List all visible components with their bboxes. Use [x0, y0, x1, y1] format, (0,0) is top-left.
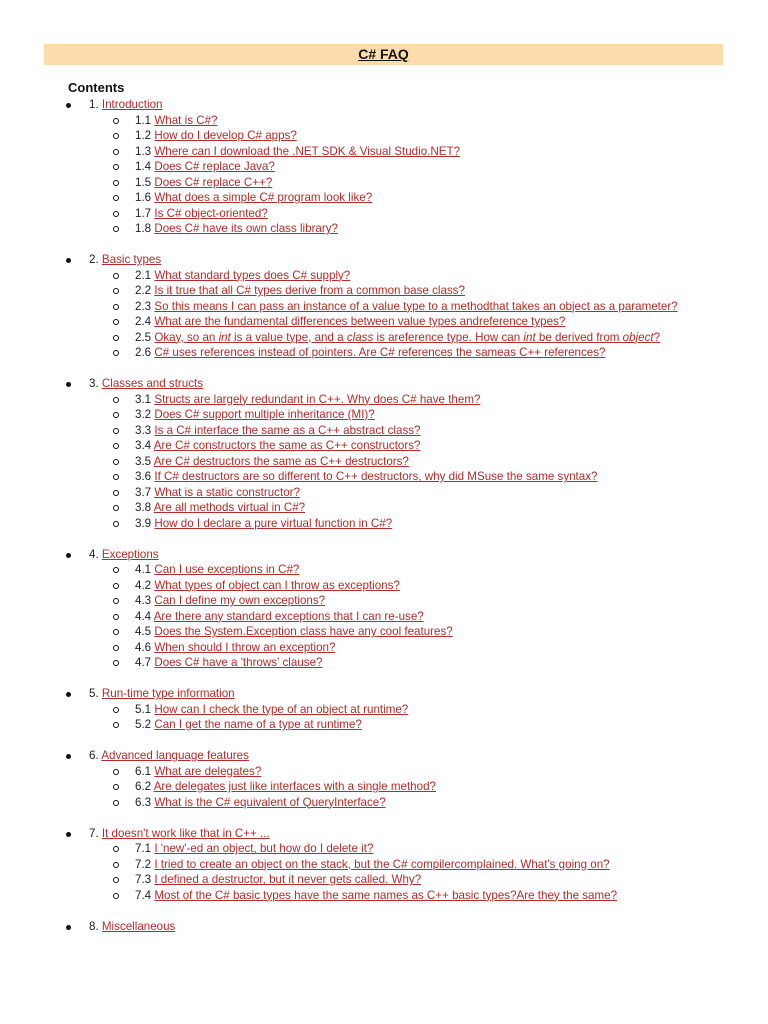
subsection-row — [0, 113, 768, 129]
circle-bullet-icon — [113, 645, 119, 651]
subsection-entry — [135, 624, 453, 640]
subsection-entry — [135, 717, 362, 733]
link-text-segment: int — [218, 330, 231, 344]
section-number: 5. — [89, 687, 102, 700]
link-text-segment: ? — [653, 330, 661, 344]
subsection-row — [0, 175, 768, 191]
subsection-entry — [135, 872, 421, 888]
question-link[interactable] — [154, 331, 660, 344]
link-text-segment: be derived from — [535, 330, 623, 344]
circle-bullet-icon — [113, 598, 119, 604]
section-number: 7. — [89, 826, 102, 840]
section-row — [0, 547, 768, 563]
question-link[interactable]: What is the C# equivalent of QueryInterface? — [154, 795, 386, 809]
subsection-row — [0, 516, 768, 532]
question-link[interactable]: I tried to create an object on the stack, but the C# compilercomplained. What's going on? — [154, 857, 610, 871]
subsection-row — [0, 562, 768, 578]
subsection-number: 3.2 — [135, 408, 155, 421]
subsection-row — [0, 795, 768, 811]
section-number: 4. — [89, 547, 102, 561]
question-link[interactable]: Where can I download the .NET SDK & Visual Studio.NET? — [154, 144, 461, 158]
link-text-segment: Okay, so an — [154, 330, 219, 344]
subsection-number: 4.2 — [135, 578, 155, 592]
subsection-entry — [135, 764, 261, 780]
subsection-row — [0, 578, 768, 594]
section-entry — [89, 826, 270, 842]
subsection-entry — [135, 175, 272, 191]
question-link[interactable]: Does C# replace C++? — [154, 175, 273, 189]
question-link[interactable]: Is it true that all C# types derive from a common base class? — [154, 284, 465, 297]
subsection-number: 5.1 — [135, 702, 155, 716]
subsection-number: 7.1 — [135, 842, 155, 855]
circle-bullet-icon — [113, 722, 119, 728]
subsection-entry — [135, 159, 275, 175]
question-link[interactable]: So this means I can pass an instance of a value type to a methodthat takes an object as a parameter? — [154, 299, 678, 313]
subsection-row — [0, 640, 768, 656]
question-link[interactable]: How do I declare a pure virtual function in C#? — [154, 516, 393, 530]
circle-bullet-icon — [113, 226, 119, 232]
title-bar — [44, 44, 723, 65]
subsection-entry — [135, 268, 350, 284]
subsection-number: 4.1 — [135, 563, 155, 576]
section-entry — [89, 252, 161, 268]
toc-section — [0, 547, 768, 671]
subsection-entry — [135, 857, 610, 873]
question-link[interactable]: What types of object can I throw as exceptions? — [154, 578, 400, 592]
circle-bullet-icon — [113, 118, 119, 124]
subsection-number: 4.3 — [135, 594, 155, 607]
section-link[interactable]: Run-time type information — [101, 687, 235, 700]
subsection-number: 2.1 — [135, 268, 155, 282]
bullet-icon — [66, 754, 71, 759]
section-link[interactable]: Introduction — [101, 98, 163, 111]
subsection-row — [0, 314, 768, 330]
section-row — [0, 919, 768, 935]
subsection-number: 4.6 — [135, 640, 155, 654]
circle-bullet-icon — [113, 614, 119, 620]
question-link[interactable]: What is C#? — [154, 113, 218, 127]
subsection-number: 4.7 — [135, 656, 155, 669]
circle-bullet-icon — [113, 164, 119, 170]
subsection-row — [0, 857, 768, 873]
circle-bullet-icon — [113, 428, 119, 434]
circle-bullet-icon — [113, 505, 119, 511]
question-link[interactable]: Is C# object-oriented? — [154, 206, 268, 220]
section-link[interactable]: Advanced language features — [101, 749, 249, 762]
section-row — [0, 686, 768, 702]
question-link[interactable]: What is a static constructor? — [154, 485, 300, 499]
circle-bullet-icon — [113, 474, 119, 480]
section-entry — [89, 97, 162, 113]
subsection-entry — [135, 392, 480, 408]
subsection-row — [0, 144, 768, 160]
section-entry — [89, 748, 249, 764]
subsection-row — [0, 206, 768, 222]
subsection-number: 2.6 — [135, 346, 155, 359]
section-row — [0, 748, 768, 764]
subsection-row — [0, 423, 768, 439]
subsection-row — [0, 268, 768, 284]
question-link[interactable]: Does C# support multiple inheritance (MI)? — [154, 408, 375, 421]
section-number: 8. — [89, 919, 102, 933]
circle-bullet-icon — [113, 893, 119, 899]
circle-bullet-icon — [113, 459, 119, 465]
question-link[interactable]: I 'new'-ed an object, but how do I delete it? — [154, 842, 374, 855]
subsection-number: 1.1 — [135, 113, 155, 127]
question-link[interactable]: Structs are largely redundant in C++. Why does C# have them? — [154, 392, 481, 406]
subsection-entry — [135, 299, 678, 315]
circle-bullet-icon — [113, 660, 119, 666]
subsection-entry — [135, 144, 460, 160]
section-number: 6. — [89, 749, 102, 762]
circle-bullet-icon — [113, 350, 119, 356]
question-link[interactable]: Does the System.Exception class have any cool features? — [154, 625, 453, 638]
subsection-number: 6.1 — [135, 764, 155, 778]
subsection-row — [0, 128, 768, 144]
subsection-row — [0, 159, 768, 175]
circle-bullet-icon — [113, 521, 119, 527]
question-link[interactable]: What are the fundamental differences between value types andreference types? — [154, 315, 566, 328]
question-link[interactable]: Can I define my own exceptions? — [154, 594, 326, 607]
subsection-entry — [135, 345, 605, 361]
circle-bullet-icon — [113, 195, 119, 201]
subsection-row — [0, 872, 768, 888]
section-number: 3. — [89, 377, 102, 390]
subsection-row — [0, 438, 768, 454]
subsection-entry — [135, 593, 325, 609]
section-row — [0, 826, 768, 842]
bullet-icon — [66, 553, 71, 558]
subsection-entry — [135, 128, 297, 144]
circle-bullet-icon — [113, 273, 119, 279]
subsection-row — [0, 454, 768, 470]
subsection-number: 5.2 — [135, 718, 155, 731]
bullet-icon — [66, 382, 71, 387]
subsection-number: 1.4 — [135, 160, 155, 173]
subsection-entry — [135, 841, 373, 857]
subsection-row — [0, 345, 768, 361]
question-link[interactable]: What does a simple C# program look like? — [154, 191, 373, 204]
section-number: 1. — [89, 98, 102, 111]
section-link[interactable]: Miscellaneous — [101, 919, 176, 933]
section-entry — [89, 919, 175, 935]
subsection-entry — [135, 469, 597, 485]
subsection-entry — [135, 454, 409, 470]
circle-bullet-icon — [113, 412, 119, 418]
section-entry — [89, 376, 203, 392]
section-row — [0, 252, 768, 268]
subsection-number: 1.2 — [135, 129, 155, 142]
bullet-icon — [66, 258, 71, 263]
circle-bullet-icon — [113, 335, 119, 341]
subsection-entry — [135, 330, 660, 346]
subsection-row — [0, 392, 768, 408]
subsection-entry — [135, 640, 335, 656]
question-link[interactable]: If C# destructors are so different to C++ destructors, why did MSuse the same syntax? — [154, 470, 598, 483]
subsection-entry — [135, 221, 338, 237]
section-row — [0, 376, 768, 392]
section-row — [0, 97, 768, 113]
subsection-number: 1.7 — [135, 206, 155, 220]
subsection-row — [0, 283, 768, 299]
subsection-row — [0, 485, 768, 501]
question-link[interactable]: How can I check the type of an object at runtime? — [154, 702, 409, 716]
question-link[interactable]: Are C# constructors the same as C++ constructors? — [153, 439, 421, 452]
subsection-entry — [135, 779, 436, 795]
toc-section — [0, 376, 768, 531]
subsection-entry — [135, 500, 305, 516]
question-link[interactable]: Does C# have a 'throws' clause? — [154, 656, 323, 669]
subsection-row — [0, 888, 768, 904]
subsection-entry — [135, 578, 400, 594]
subsection-entry — [135, 516, 392, 532]
subsection-entry — [135, 562, 299, 578]
subsection-row — [0, 779, 768, 795]
subsection-row — [0, 624, 768, 640]
subsection-entry — [135, 702, 408, 718]
subsection-entry — [135, 314, 565, 330]
subsection-number: 3.1 — [135, 392, 155, 406]
circle-bullet-icon — [113, 583, 119, 589]
section-link[interactable]: It doesn't work like that in C++ ... — [101, 826, 270, 840]
bullet-icon — [66, 692, 71, 697]
circle-bullet-icon — [113, 397, 119, 403]
subsection-row — [0, 764, 768, 780]
subsection-number: 3.7 — [135, 485, 155, 499]
question-link[interactable]: Can I use exceptions in C#? — [154, 563, 300, 576]
subsection-number: 1.8 — [135, 222, 155, 235]
subsection-number: 3.5 — [135, 454, 154, 468]
circle-bullet-icon — [113, 211, 119, 217]
question-link[interactable]: Can I get the name of a type at runtime? — [154, 718, 362, 731]
subsection-row — [0, 717, 768, 733]
subsection-row — [0, 609, 768, 625]
subsection-entry — [135, 655, 322, 671]
circle-bullet-icon — [113, 784, 119, 790]
contents-heading: Contents — [68, 80, 125, 95]
circle-bullet-icon — [113, 490, 119, 496]
question-link[interactable]: How do I develop C# apps? — [154, 129, 297, 142]
subsection-number: 1.3 — [135, 144, 155, 158]
subsection-row — [0, 593, 768, 609]
subsection-row — [0, 299, 768, 315]
subsection-number: 6.3 — [135, 795, 155, 809]
subsection-row — [0, 500, 768, 516]
circle-bullet-icon — [113, 133, 119, 139]
subsection-entry — [135, 888, 617, 904]
link-text-segment: int — [523, 330, 536, 344]
toc-section — [0, 686, 768, 733]
circle-bullet-icon — [113, 319, 119, 325]
question-link[interactable]: Are delegates just like interfaces with a single method? — [153, 780, 436, 793]
subsection-number: 3.6 — [135, 470, 155, 483]
bullet-icon — [66, 925, 71, 930]
question-link[interactable]: C# uses references instead of pointers. Are C# references the sameas C++ references? — [154, 346, 606, 359]
subsection-number: 1.6 — [135, 191, 155, 204]
section-link[interactable]: Basic types — [101, 253, 162, 266]
subsection-entry — [135, 485, 300, 501]
subsection-number: 4.4 — [135, 609, 154, 623]
link-text-segment: is a value type, and a — [230, 330, 347, 344]
section-link[interactable]: Exceptions — [101, 547, 159, 561]
subsection-entry — [135, 206, 268, 222]
subsection-number: 3.4 — [135, 439, 154, 452]
circle-bullet-icon — [113, 149, 119, 155]
subsection-number: 6.2 — [135, 780, 154, 793]
subsection-entry — [135, 113, 218, 129]
circle-bullet-icon — [113, 800, 119, 806]
subsection-row — [0, 655, 768, 671]
bullet-icon — [66, 832, 71, 837]
subsection-row — [0, 841, 768, 857]
question-link[interactable]: When should I throw an exception? — [154, 640, 336, 654]
subsection-number: 1.5 — [135, 175, 155, 189]
subsection-entry — [135, 438, 420, 454]
toc-section — [0, 919, 768, 935]
subsection-number: 3.9 — [135, 516, 155, 530]
link-text-segment: class — [346, 330, 374, 344]
circle-bullet-icon — [113, 707, 119, 713]
subsection-entry — [135, 407, 375, 423]
circle-bullet-icon — [113, 769, 119, 775]
subsection-number: 2.4 — [135, 315, 155, 328]
subsection-number: 3.3 — [135, 423, 155, 437]
question-link[interactable]: Are there any standard exceptions that I can re-use? — [153, 609, 424, 623]
question-link[interactable]: Most of the C# basic types have the same names as C++ basic types?Are they the same? — [154, 888, 618, 902]
subsection-number: 7.2 — [135, 857, 155, 871]
subsection-row — [0, 330, 768, 346]
page-title: C# FAQ — [358, 46, 409, 62]
circle-bullet-icon — [113, 304, 119, 310]
question-link[interactable]: I defined a destructor, but it never gets called. Why? — [154, 873, 422, 886]
bullet-icon — [66, 103, 71, 108]
question-link[interactable]: Does C# replace Java? — [154, 160, 275, 173]
table-of-contents — [0, 97, 768, 950]
link-text-segment: object — [622, 330, 654, 344]
section-number: 2. — [89, 253, 102, 266]
question-link[interactable]: Are C# destructors the same as C++ destructors? — [153, 454, 409, 468]
circle-bullet-icon — [113, 862, 119, 868]
subsection-entry — [135, 609, 424, 625]
section-link[interactable]: Classes and structs — [101, 377, 204, 390]
circle-bullet-icon — [113, 567, 119, 573]
subsection-row — [0, 221, 768, 237]
link-text-segment: is areference type. How can — [373, 330, 524, 344]
circle-bullet-icon — [113, 288, 119, 294]
subsection-entry — [135, 423, 421, 439]
circle-bullet-icon — [113, 629, 119, 635]
toc-section — [0, 97, 768, 237]
subsection-entry — [135, 795, 386, 811]
toc-section — [0, 826, 768, 904]
subsection-number: 2.2 — [135, 284, 155, 297]
circle-bullet-icon — [113, 443, 119, 449]
subsection-row — [0, 190, 768, 206]
question-link[interactable]: What are delegates? — [154, 764, 262, 778]
toc-section — [0, 748, 768, 810]
toc-section — [0, 252, 768, 361]
question-link[interactable]: Does C# have its own class library? — [154, 222, 338, 235]
circle-bullet-icon — [113, 846, 119, 852]
subsection-number: 2.3 — [135, 299, 155, 313]
circle-bullet-icon — [113, 877, 119, 883]
question-link[interactable]: Are all methods virtual in C#? — [153, 501, 306, 514]
subsection-row — [0, 469, 768, 485]
subsection-number: 7.3 — [135, 873, 155, 886]
subsection-number: 4.5 — [135, 625, 155, 638]
subsection-row — [0, 702, 768, 718]
section-entry — [89, 686, 235, 702]
subsection-number: 2.5 — [135, 330, 155, 344]
question-link[interactable]: What standard types does C# supply? — [154, 268, 351, 282]
subsection-entry — [135, 190, 372, 206]
subsection-number: 3.8 — [135, 501, 154, 514]
question-link[interactable]: Is a C# interface the same as a C++ abstract class? — [154, 423, 421, 437]
subsection-number: 7.4 — [135, 888, 155, 902]
circle-bullet-icon — [113, 180, 119, 186]
section-entry — [89, 547, 159, 563]
subsection-row — [0, 407, 768, 423]
subsection-entry — [135, 283, 465, 299]
